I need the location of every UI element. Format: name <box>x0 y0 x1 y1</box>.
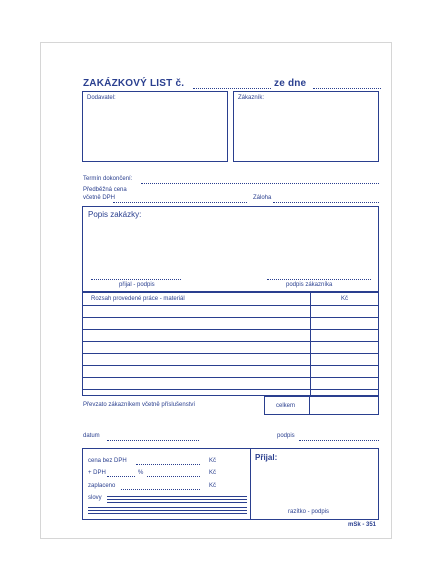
datum-field[interactable] <box>107 440 199 441</box>
words-line[interactable] <box>88 510 247 511</box>
currency-header: Kč <box>341 296 349 302</box>
datum-label: datum <box>83 433 100 439</box>
price-label-2: včetně DPH <box>83 195 116 201</box>
percent-label: % <box>138 470 144 476</box>
completion-field[interactable] <box>141 183 379 184</box>
deposit-label: Záloha <box>253 195 272 201</box>
work-table <box>82 292 379 396</box>
order-number-field[interactable] <box>193 88 271 89</box>
price-excl-field[interactable] <box>136 464 200 465</box>
table-row[interactable] <box>83 365 378 366</box>
stamp-label: razítko - podpis <box>288 509 330 515</box>
payment-divider <box>250 449 251 519</box>
column-divider <box>310 293 311 395</box>
form-title: ZAKÁZKOVÝ LIST č. <box>83 78 185 89</box>
words-line[interactable] <box>107 496 247 497</box>
payment-box <box>82 448 379 520</box>
vat-label: + DPH <box>88 470 106 476</box>
podpis-field[interactable] <box>299 440 379 441</box>
paid-label: zaplaceno <box>88 483 116 489</box>
customer-sign-field[interactable] <box>267 279 371 280</box>
vat-amount-field[interactable] <box>147 476 200 477</box>
customer-label: Zákazník: <box>238 95 265 101</box>
supplier-box[interactable] <box>82 91 228 162</box>
table-row[interactable] <box>83 329 378 330</box>
words-line[interactable] <box>107 499 247 500</box>
currency-2: Kč <box>209 470 217 476</box>
deposit-field[interactable] <box>273 202 379 203</box>
work-header: Rozsah provedené práce - materiál <box>91 296 185 302</box>
price-label-1: Předběžná cena <box>83 187 127 193</box>
received-sign-label: přijal - podpis <box>119 282 155 288</box>
total-value-field[interactable] <box>309 396 379 415</box>
customer-box[interactable] <box>233 91 379 162</box>
table-row[interactable] <box>83 389 378 390</box>
table-row[interactable] <box>83 341 378 342</box>
supplier-label: Dodavatel: <box>87 95 116 101</box>
currency-1: Kč <box>209 458 217 464</box>
vat-percent-field[interactable] <box>107 476 135 477</box>
table-row[interactable] <box>83 305 378 306</box>
words-line[interactable] <box>88 507 247 508</box>
form-code: mSk - 351 <box>348 522 377 528</box>
form-sheet <box>40 42 392 539</box>
paid-field[interactable] <box>121 489 200 490</box>
words-line[interactable] <box>107 502 247 503</box>
handover-label: Převzato zákazníkem včetně příslušenství <box>83 402 196 408</box>
description-label: Popis zakázky: <box>88 210 142 219</box>
podpis-label: podpis <box>277 433 295 439</box>
table-row[interactable] <box>83 353 378 354</box>
price-field[interactable] <box>113 202 247 203</box>
total-label: celkem <box>276 403 296 409</box>
words-label: slovy <box>88 495 102 501</box>
completion-label: Termín dokončení: <box>83 176 133 182</box>
table-row[interactable] <box>83 317 378 318</box>
table-row[interactable] <box>83 377 378 378</box>
order-date-field[interactable] <box>313 88 381 89</box>
words-line[interactable] <box>88 513 247 514</box>
received-label: Přijal: <box>255 453 278 462</box>
received-sign-field[interactable] <box>91 279 181 280</box>
date-label: ze dne <box>274 78 307 89</box>
description-box[interactable] <box>82 206 379 292</box>
currency-3: Kč <box>209 483 217 489</box>
total-box <box>264 396 310 415</box>
price-excl-label: cena bez DPH <box>88 458 127 464</box>
customer-sign-label: podpis zákazníka <box>286 282 333 288</box>
